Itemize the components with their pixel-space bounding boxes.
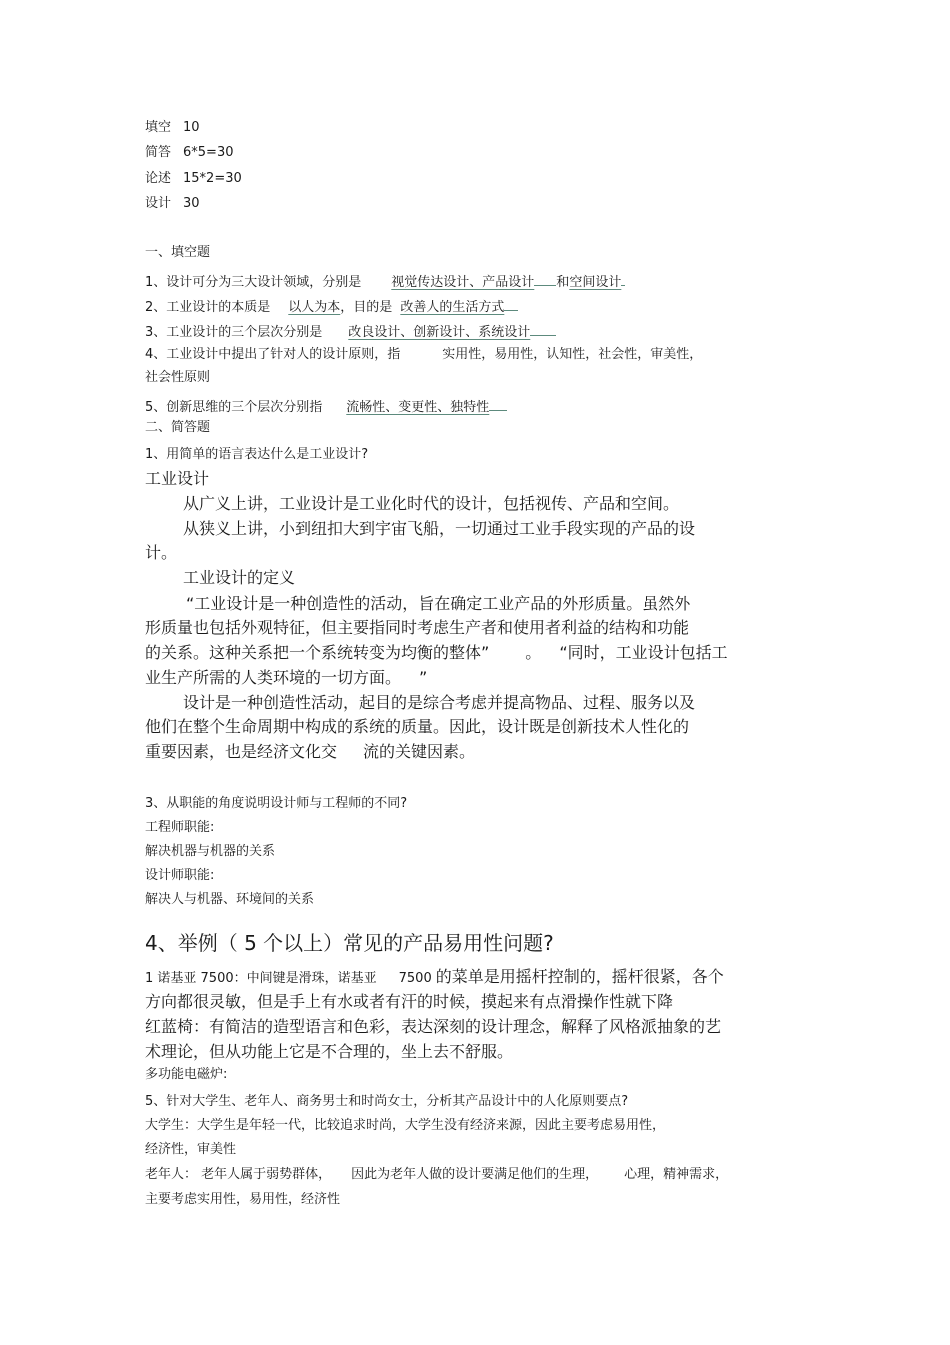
engineer-label: 工程师职能: — [145, 820, 215, 835]
quote-text: 。 — [525, 643, 542, 662]
answer-blank: 视觉传达设计、产品设计 — [391, 275, 535, 290]
answer-paragraph: 他们在整个生命周期中构成的系统的质量。因此，设计既是创新技术人性化的 — [145, 717, 690, 736]
score-row — [145, 195, 200, 213]
blank-line — [621, 271, 625, 286]
student-analysis-cont: 经济性，审美性 — [145, 1142, 237, 1157]
answer-paragraph: 设计是一种创造性活动，起目的是综合考虑并提高物品、过程、服务以及 — [183, 693, 696, 712]
blank-line — [504, 296, 518, 311]
blank-line — [534, 271, 556, 286]
definition-title: 工业设计的定义 — [183, 568, 296, 587]
blank-line — [489, 396, 507, 411]
question-text: 4、工业设计中提出了针对人的设计原则，指 — [145, 347, 401, 362]
fill-question-4 — [145, 346, 702, 364]
answer-blank: 空间设计 — [569, 275, 622, 290]
example-text: 1 诺基亚 7500：中间键是滑珠，诺基亚 — [145, 971, 377, 986]
short-question-4: 4、举例（ 5 个以上）常见的产品易用性问题? — [145, 931, 554, 955]
score-value: 6*5=30 — [183, 145, 234, 160]
fill-question-1 — [145, 271, 625, 292]
example-line: 方向都很灵敏，但是手上有水或者有汗的时候，摸起来有点滑操作性就下降 — [145, 992, 674, 1011]
analysis-text: 因此为老年人做的设计要满足他们的生理， — [351, 1167, 599, 1182]
score-value: 10 — [183, 120, 200, 135]
answer-blank: 以人为本 — [288, 300, 341, 315]
fill-question-5 — [145, 396, 507, 417]
score-value: 15*2=30 — [183, 171, 242, 186]
short-question-5: 5、针对大学生、老年人、商务男士和时尚女士，分析其产品设计中的人化原则要点? — [145, 1094, 629, 1109]
quote-text: “同时，工业设计包括工 — [559, 643, 728, 662]
example-text: 的菜单是用摇杆控制的，摇杆很紧，各个 — [435, 967, 724, 986]
elderly-analysis — [145, 1166, 728, 1184]
definition-quote: “工业设计是一种创造性的活动，旨在确定工业产品的外形质量。虽然外 — [186, 594, 691, 613]
question-text: 5、创新思维的三个层次分别指 — [145, 400, 323, 415]
question-text: 3、工业设计的三个层次分别是 — [145, 325, 323, 340]
definition-quote — [145, 642, 728, 664]
answer-blank: 改良设计、创新设计、系统设计 — [348, 325, 531, 340]
answer-blank: 改善人的生活方式 — [400, 300, 505, 315]
quote-text: ” — [419, 668, 428, 687]
score-label: 设计 — [145, 196, 172, 211]
definition-quote: 形质量也包括外观特征，但主要指同时考虑生产者和使用者利益的结构和功能 — [145, 618, 690, 637]
answer-title: 工业设计 — [145, 469, 210, 488]
definition-quote — [145, 667, 427, 689]
analysis-text: 心理，精神需求， — [624, 1167, 729, 1182]
example-line: 红蓝椅：有简洁的造型语言和色彩，表达深刻的设计理念，解释了风格派抽象的艺 — [145, 1017, 722, 1036]
question-text: 1、设计可分为三大设计领域，分别是 — [145, 275, 362, 290]
score-label: 填空 — [145, 120, 172, 135]
example-line: 多功能电磁炉: — [145, 1067, 228, 1082]
answer-paragraph: 从广义上讲，工业设计是工业化时代的设计，包括视传、产品和空间。 — [183, 494, 680, 513]
score-row — [145, 119, 200, 137]
example-text: 7500 — [398, 971, 432, 986]
score-row — [145, 144, 234, 162]
score-label: 论述 — [145, 171, 172, 186]
analysis-text: 老年人： 老年人属于弱势群体， — [145, 1167, 332, 1182]
section-heading: 一、填空题 — [145, 245, 211, 260]
quote-text: 的关系。这种关系把一个系统转变为均衡的整体” — [145, 643, 490, 662]
score-label: 简答 — [145, 145, 172, 160]
designer-text: 解决人与机器、环境间的关系 — [145, 892, 315, 907]
question-text: 和 — [556, 275, 570, 290]
paragraph-text: 重要因素，也是经济文化交 — [145, 742, 338, 761]
question-text: ，目的是 — [340, 300, 393, 315]
elderly-analysis-cont: 主要考虑实用性，易用性，经济性 — [145, 1192, 341, 1207]
engineer-text: 解决机器与机器的关系 — [145, 844, 276, 859]
answer-paragraph — [145, 741, 475, 763]
score-row — [145, 170, 242, 188]
score-value: 30 — [183, 196, 200, 211]
student-analysis: 大学生：大学生是年轻一代，比较追求时尚，大学生没有经济来源，因此主要考虑易用性， — [145, 1118, 666, 1133]
question-text: 2、工业设计的本质是 — [145, 300, 271, 315]
answer-text: 实用性，易用性，认知性，社会性，审美性， — [442, 347, 703, 362]
short-question-1: 1、用简单的语言表达什么是工业设计? — [145, 447, 369, 462]
answer-paragraph: 从狭义上讲，小到纽扣大到宇宙飞船，一切通过工业手段实现的产品的设 — [183, 519, 696, 538]
blank-line — [530, 321, 556, 336]
answer-blank: 流畅性、变更性、独特性 — [346, 400, 490, 415]
fill-question-4-cont: 社会性原则 — [145, 370, 211, 385]
example-line: 术理论，但从功能上它是不合理的，坐上去不舒服。 — [145, 1042, 514, 1061]
short-question-3: 3、从职能的角度说明设计师与工程师的不同? — [145, 796, 408, 811]
designer-label: 设计师职能: — [145, 868, 215, 883]
paragraph-text: 流的关键因素。 — [363, 742, 476, 761]
fill-question-2 — [145, 296, 518, 317]
section-heading: 二、简答题 — [145, 420, 211, 435]
quote-text: 业生产所需的人类环境的一切方面。 — [145, 668, 402, 687]
fill-question-3 — [145, 321, 556, 342]
example-line — [145, 966, 724, 990]
answer-paragraph-cont: 计。 — [145, 543, 178, 562]
